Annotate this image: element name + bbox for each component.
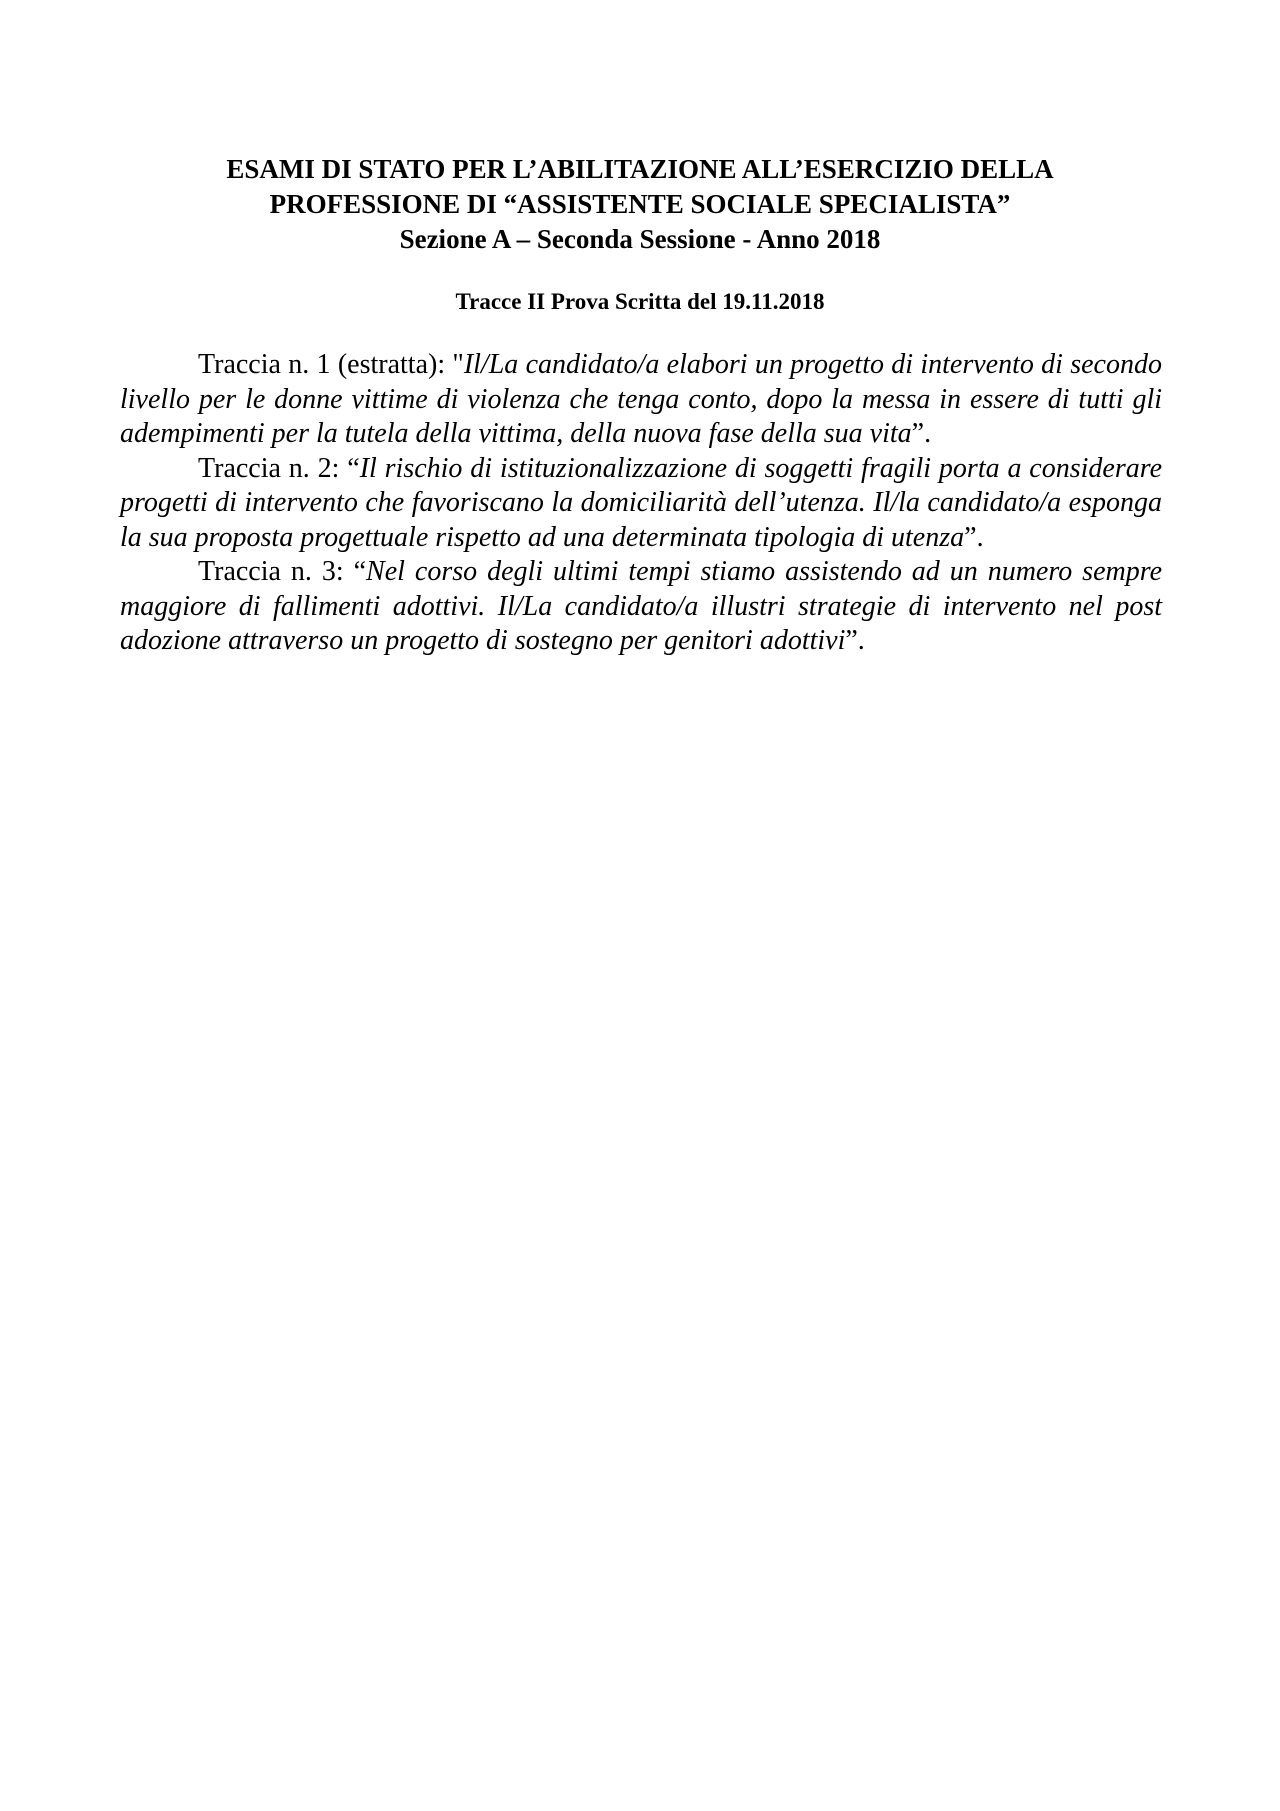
heading-line-3: Sezione A – Seconda Sessione - Anno 2018 (399, 224, 881, 254)
traccia-closing: ”. (964, 521, 984, 553)
traccia-paragraph-1 (120, 348, 1162, 452)
traccia-closing: ”. (845, 625, 865, 656)
document-body (120, 348, 1162, 659)
traccia-text: Il rischio di istituzionalizzazione di soggetti fragili porta a considerare progetti di intervento che favoriscano la domiciliarità dell’utenza. Il/la candidato/a esponga la sua proposta progettuale rispetto ad una determinata tipologia di utenza (120, 452, 1163, 553)
traccia-paragraph-2 (120, 452, 1162, 556)
traccia-label: Traccia n. 1 (estratta): " (198, 349, 464, 380)
document-subtitle: Tracce II Prova Scritta del 19.11.2018 (455, 289, 825, 314)
heading-line-1: ESAMI DI STATO PER L’ABILITAZIONE ALL’ESERCIZIO DELLA (226, 154, 1054, 184)
traccia-text: Il/La candidato/a elabori un progetto di intervento di secondo livello per le donne vittime di violenza che tenga conto, dopo la messa in essere di tutti gli adempimenti per la tutela della vittima, della nuova fase della sua vita (120, 349, 1162, 449)
heading-line-2: PROFESSIONE DI “ASSISTENTE SOCIALE SPECIALISTA” (269, 189, 1011, 219)
traccia-label: Traccia n. 3: “ (198, 556, 367, 587)
traccia-label: Traccia n. 2: “ (198, 452, 360, 484)
traccia-closing: ”. (911, 418, 932, 449)
document-heading (0, 152, 1280, 257)
traccia-text: Nel corso degli ultimi tempi stiamo assistendo ad un numero sempre maggiore di fallimenti adottivi. Il/La candidato/a illustri strategie di intervento nel post adozione attraverso un progetto di sostegno per genitori adottivi (120, 556, 1163, 656)
traccia-paragraph-3 (120, 555, 1162, 659)
